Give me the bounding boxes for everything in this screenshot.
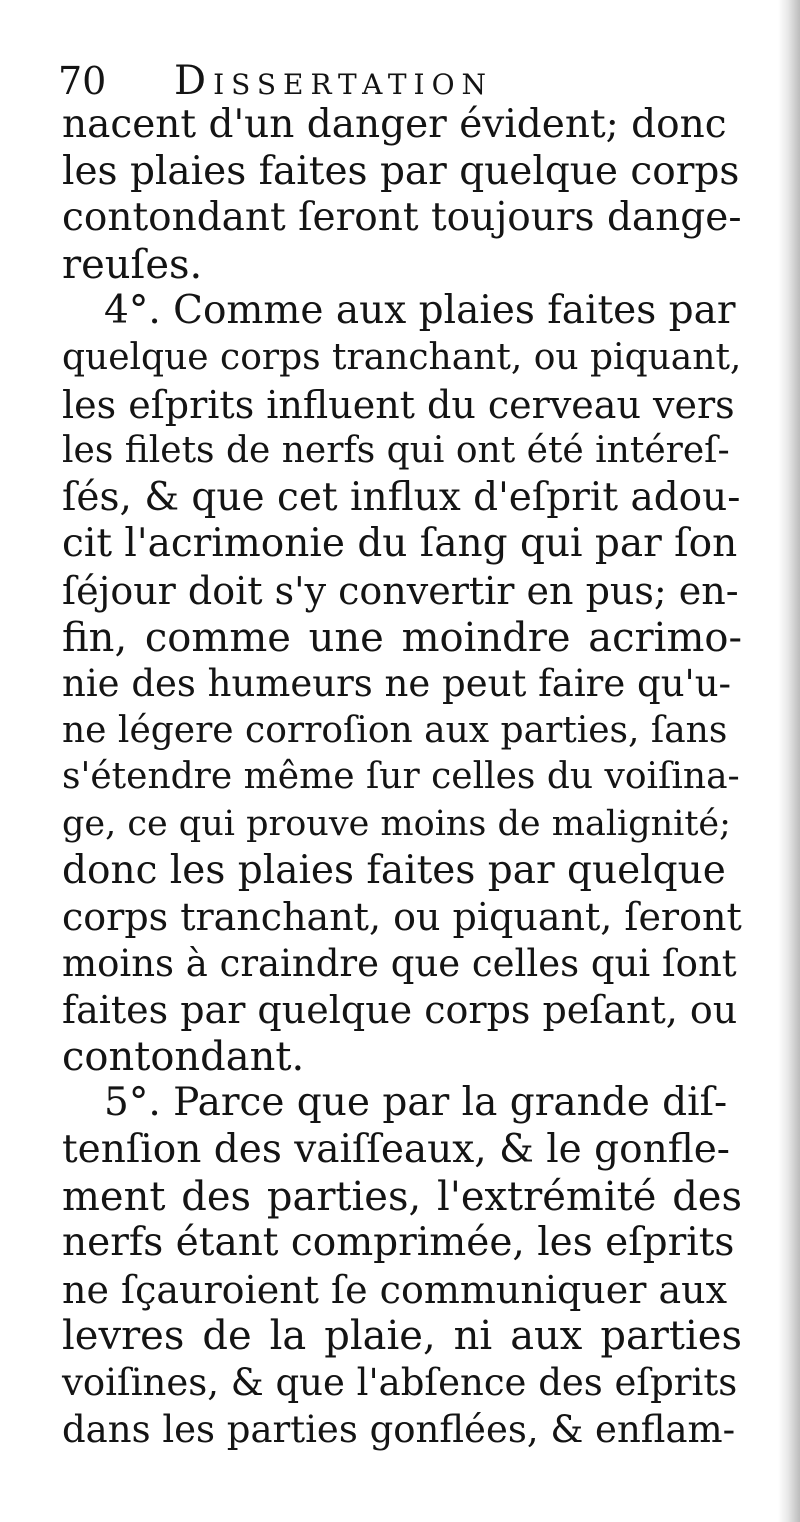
text-line: ge, ce qui prouve moins de malignité;: [62, 803, 731, 844]
text-line: reuſes.: [62, 241, 203, 288]
text-line: les eſprits influent du cerveau vers: [62, 382, 735, 427]
paragraph-start-line: 5°. Parce que par la grande diſ-: [104, 1080, 728, 1126]
body-text: [62, 102, 742, 1453]
page-number: 70: [58, 59, 107, 103]
text-line: les plaies faites par quelque corps: [62, 148, 740, 194]
text-line: voiſines, & que l'abſence des eſprits: [62, 1361, 738, 1405]
text-line: s'étendre même ſur celles du voiſina-: [62, 756, 740, 798]
text-line: fin, comme une moindre acrimo-: [62, 614, 742, 661]
text-line: ne légere corroſion aux parties, ſans: [62, 709, 728, 751]
text-line: ment des parties, l'extrémité des: [62, 1173, 742, 1220]
text-line: cit l'acrimonie du ſang qui par ſon: [62, 521, 738, 567]
text-line: nie des humeurs ne peut faire qu'u-: [62, 662, 732, 706]
text-line: contondant.: [62, 1033, 305, 1080]
text-line: ne ſçauroient ſe communiquer aux: [62, 1267, 728, 1312]
text-line: nerfs étant comprimée, les eſprits: [62, 1220, 735, 1266]
text-line: les filets de nerfs qui ont été intéreſ-: [62, 430, 730, 472]
page-header: [58, 56, 718, 106]
text-line: ſéjour doit s'y convertir en pus; en-: [62, 568, 739, 613]
text-line: quelque corps tranchant, ou piquant,: [62, 336, 742, 378]
text-line: dans les parties gonflées, & enflam-: [62, 1407, 736, 1451]
text-line: donc les plaies faites par quelque: [62, 847, 726, 893]
running-title: Dissertation: [174, 58, 494, 104]
text-line: ſés, & que cet influx d'eſprit adou-: [62, 474, 741, 520]
text-line: moins à craindre que celles qui ſont: [62, 941, 737, 985]
page-edge-shadow: [778, 0, 800, 1522]
paragraph-start-line: 4°. Comme aux plaies faites par: [104, 288, 736, 334]
text-line: levres de la plaie, ni aux parties: [62, 1313, 742, 1360]
text-line: tenſion des vaiſſeaux, & le gonfle-: [62, 1127, 730, 1173]
text-line: corps tranchant, ou piquant, ſeront: [62, 895, 742, 940]
text-line: nacent d'un danger évident; donc: [62, 102, 727, 147]
text-line: faites par quelque corps peſant, ou: [62, 988, 738, 1033]
text-line: contondant ſeront toujours dange-: [62, 195, 742, 241]
